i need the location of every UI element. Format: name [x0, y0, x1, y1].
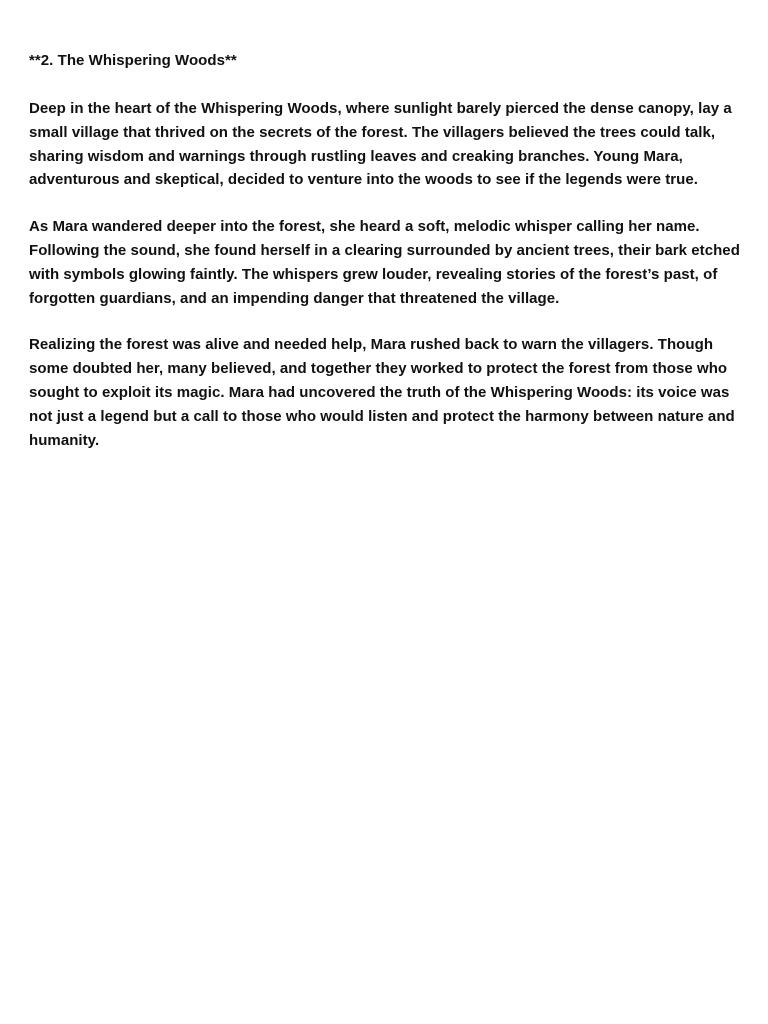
paragraph-2: As Mara wandered deeper into the forest, she heard a soft, melodic whisper calling her name. Following the sound, she found herself in a clearing surrounded by ancient trees, their bark etched with symbols glowing faintly. The whispers grew louder, revealing stories of the forest’s past, of forgotten guardians, and an impending danger that threatened the village. — [29, 218, 740, 307]
document-body — [29, 49, 744, 475]
story-title: **2. The Whispering Woods** — [29, 52, 237, 69]
paragraph-3: Realizing the forest was alive and needed help, Mara rushed back to warn the villagers. Though some doubted her, many believed, and together they worked to protect the forest from those who sought to exploit its magic. Mara had uncovered the truth of the Whispering Woods: its voice was not just a legend but a call to those who would listen and protect the harmony between nature and humanity. — [29, 336, 735, 449]
paragraph-1: Deep in the heart of the Whispering Woods, where sunlight barely pierced the dense canopy, lay a small village that thrived on the secrets of the forest. The villagers believed the trees could talk, sharing wisdom and warnings through rustling leaves and creaking branches. Young Mara, adventurous and skeptical, decided to venture into the woods to see if the legends were true. — [29, 100, 732, 189]
